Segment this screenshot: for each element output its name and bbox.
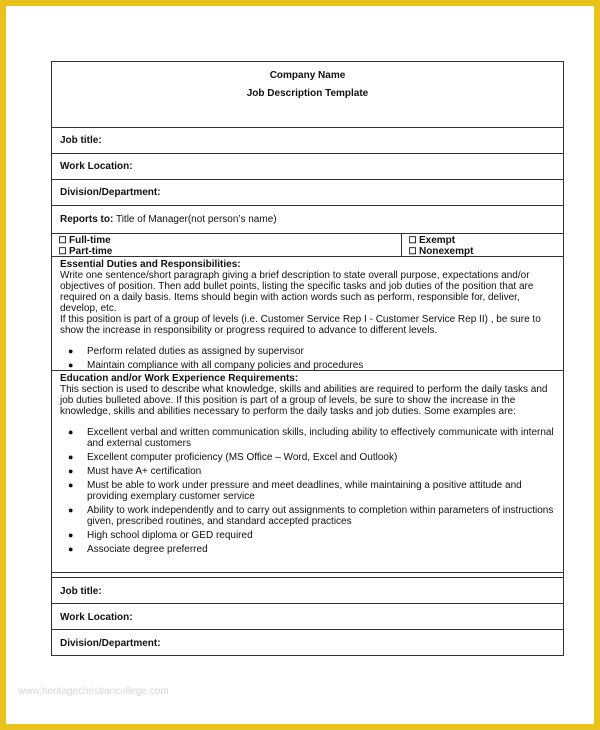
list-item [68,505,555,527]
education-requirements-section [52,371,563,573]
bullet-icon: ● [68,544,74,554]
job-title-field-bottom: Job title: [52,578,563,604]
bullet-icon: ● [68,452,74,462]
education-description: This section is used to describe what knowledge, skills and abilities are required to perform the daily tasks and job duties bulleted above. If this position is part of a group of levels, be sure to show the increase in the knowledge, skills and abilities necessary to perform the daily tasks and job duties. Some examples are: [60,384,548,417]
bullet-icon: ● [68,480,74,490]
bullet-icon: ● [68,505,74,515]
list-item [68,452,555,463]
exempt-option[interactable] [408,235,563,246]
essential-description: Write one sentence/short paragraph giving a brief description to state overall purpose, expectations and/or objectives of position. Then add bullet points, listing the specific tasks and job duties of the position that are required on a daily basis. Items should begin with action words such as perform, responsible for, deliver, develop, etc. [60,270,534,314]
checkbox-icon: ☐ [408,235,417,245]
employment-status-row [52,234,563,257]
list-item-text: Ability to work independently and to carry out assignments to completion within parameters of instructions given, prescribed routines, and standard accepted practices [87,505,554,527]
reports-to-field [52,206,563,234]
list-item-text: Perform related duties as assigned by supervisor [87,346,304,357]
duties-list [60,346,555,371]
full-time-option[interactable] [58,235,401,246]
job-title-field: Job title: [52,128,563,154]
list-item-text: Maintain compliance with all company policies and procedures [87,360,364,371]
list-item [68,466,555,477]
checkbox-icon: ☐ [408,246,417,256]
site-watermark: www.heritagechristiancollege.com [18,686,169,697]
nonexempt-label: Nonexempt [419,246,474,257]
job-description-form [51,61,564,656]
list-item [68,360,555,371]
list-item-text: Excellent computer proficiency (MS Office – Word, Excel and Outlook) [87,452,398,463]
part-time-option[interactable] [58,246,401,257]
reports-to-value: Title of Manager(not person’s name) [115,214,277,225]
list-item-text: Excellent verbal and written communication skills, including ability to effectively communicate with internal and external customers [87,427,554,449]
reports-to-label: Reports to: [60,214,114,225]
checkbox-icon: ☐ [58,246,67,256]
division-field-bottom: Division/Department: [52,630,563,656]
template-title: Job Description Template [246,88,369,99]
exempt-label: Exempt [419,235,456,246]
form-header [52,62,563,128]
nonexempt-option[interactable] [408,246,563,257]
list-item [68,480,555,502]
bullet-icon: ● [68,427,74,437]
section-title: Essential Duties and Responsibilities: [60,259,241,270]
bullet-icon: ● [68,466,74,476]
division-field: Division/Department: [52,180,563,206]
bullet-icon: ● [68,346,74,356]
company-name: Company Name [269,70,346,81]
part-time-label: Part-time [69,246,113,257]
exempt-status-column [402,234,563,256]
list-item-text: Must be able to work under pressure and meet deadlines, while maintaining a positive attitude and providing exemplary customer service [87,480,522,502]
essential-levels-note: If this position is part of a group of levels (i.e. Customer Service Rep I - Customer Service Rep II) , be sure to show the increase in responsibility or progress required to advance to different levels. [60,314,541,336]
list-item [68,530,555,541]
essential-duties-section [52,257,563,371]
full-time-label: Full-time [69,235,111,246]
work-location-field-bottom: Work Location: [52,604,563,630]
checkbox-icon: ☐ [58,235,67,245]
bullet-icon: ● [68,530,74,540]
list-item-text: Associate degree preferred [87,544,208,555]
list-item-text: Must have A+ certification [87,466,202,477]
bullet-icon: ● [68,360,74,370]
work-location-field: Work Location: [52,154,563,180]
document-page [6,6,594,724]
requirements-list [60,427,555,555]
list-item [68,427,555,449]
list-item-text: High school diploma or GED required [87,530,253,541]
section-title: Education and/or Work Experience Requirements: [60,373,299,384]
time-status-column [52,234,402,256]
list-item [68,544,555,555]
list-item [68,346,555,357]
